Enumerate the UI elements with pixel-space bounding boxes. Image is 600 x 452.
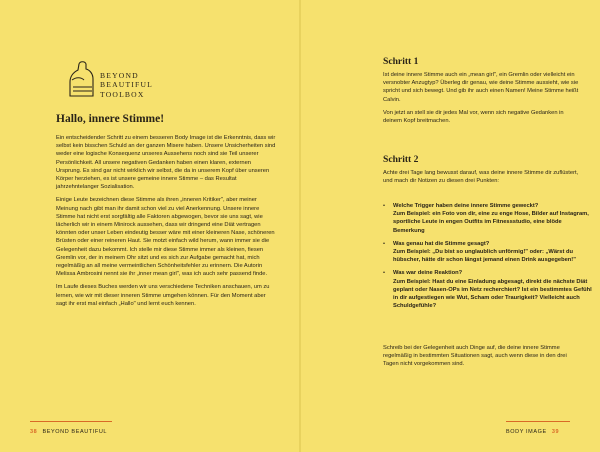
- closing-text: [383, 344, 583, 374]
- bullet-icon: •: [383, 203, 386, 209]
- list-item: [383, 269, 593, 310]
- toolbox-logo: [66, 60, 196, 106]
- step-2-intro: [383, 169, 583, 190]
- paragraph: Schreib bei der Gelegenheit auch Dinge auf, die deine innere Stimme regelmäßig in bestimmten Situationen sagt, auch wenn diese in den drei Tagen nicht vorgekommen sind.: [383, 345, 567, 368]
- paragraph: Einige Leute bezeichnen diese Stimme als ihren „inneren Kritiker", aber meiner Meinung nach gibt man ihr damit schon viel zu viel Anerkennung. Unsere innere Stimme hat nicht erst sorgfältig alle Faktoren abgewogen, bevor sie uns sagt, wie lächerlich wir in einem Minirock aussehen, dass wir dringend eine Diät vertragen könnten oder unser Leben eindeutig besser wäre mit einer kleineren Nase, schöneren Brüsten oder einer reineren Haut. Sie motzt einfach wild herum, wann immer sie die Gelegenheit dazu bekommt. Ich stelle mir diese Stimme immer als kleinen, fiesen Gremlin vor, der in meinem Ohr sitzt und es sich zur Aufgabe gemacht hat, mich regelmäßig an all meine vermeintlichen Schönheitsfehler zu erinnern. Die Autorin Melissa Ambrosini nennt sie ihr „inner mean girl", was ich auch sehr passend finde.: [56, 197, 275, 278]
- bullet-answer: Zum Beispiel: „Du bist so unglaublich unförmig!" oder: „Wärst du hübscher, hätte dir schon längst jemand einen Drink ausgegeben!": [393, 249, 576, 264]
- step-1-heading: Schritt 1: [383, 56, 419, 67]
- list-item: [383, 240, 593, 265]
- bullet-question: Welche Trigger haben deine innere Stimme geweckt?: [393, 203, 539, 209]
- footer-rule: [506, 421, 570, 422]
- list-item: [383, 202, 593, 235]
- bullet-answer: Zum Beispiel: ein Foto von dir, eine zu enge Hose, Bilder auf Instagram, sportliche Leute in engen Outfits im Fitnessstudio, eine blöde Bemerkung: [393, 211, 589, 234]
- bullet-icon: •: [383, 270, 386, 277]
- paragraph: Ein entscheidender Schritt zu einem besseren Body Image ist die Erkenntnis, dass wir selbst kein bisschen Schuld an der ganzen Misere haben. Unsere Unsicherheiten sind weder eine logische Konsequenz unseres Aussehens noch sind sie Teil unserer Persönlichkeit. All unsere negativen Gedanken haben einen klaren, externen Ursprung. Es sind gar nicht wirklich wir selbst, die da in unserem Kopf über unseren Körper herziehen, es ist unsere gemeine innere Stimme – das Resultat jahrzehntelanger Sozialisation.: [56, 135, 276, 191]
- page-number: 39: [551, 429, 560, 435]
- footer-rule: [30, 421, 112, 422]
- paragraph: Achte drei Tage lang bewusst darauf, was deine innere Stimme dir zuflüstert, und mach dir Notizen zu diesen drei Punkten:: [383, 170, 579, 185]
- logo-line-1: BEYOND: [100, 71, 139, 80]
- paragraph: Im Laufe dieses Buches werden wir uns verschiedene Techniken anschauen, um zu lernen, wie wir mit dieser inneren Stimme umgehen können. Für den Moment aber sagt ihr erst mal einfach „Hallo" und lernt euch kennen.: [56, 284, 270, 307]
- bullet-list: [383, 202, 593, 315]
- flexed-arm-icon: [66, 60, 96, 100]
- right-page: [300, 0, 600, 452]
- left-body: [56, 134, 276, 313]
- step-1-body: [383, 71, 583, 130]
- logo-line-2: BEAUTIFUL: [100, 80, 153, 90]
- paragraph: Von jetzt an stell sie dir jedes Mal vor, wenn sich negative Gedanken in deinem Kopf breitmachen.: [383, 109, 564, 125]
- bullet-question: Was genau hat die Stimme gesagt?: [393, 240, 490, 247]
- logo-line-3: TOOLBOX: [100, 89, 145, 99]
- running-title: BODY IMAGE: [506, 429, 547, 435]
- left-footer: [30, 429, 107, 435]
- section-title: Hallo, innere Stimme!: [56, 113, 165, 125]
- bullet-icon: •: [383, 240, 386, 247]
- paragraph: Ist deine innere Stimme auch ein „mean girl", ein Gremlin oder vielleicht ein versnobter Anzugtyp? Überleg dir genau, wie deine Stimme aussieht, wie sie spricht und sich bewegt. Und gib ihr auch einen Namen! Meine Stimme heißt Calvin.: [383, 72, 579, 103]
- bullet-answer: Zum Beispiel: Hast du eine Einladung abgesagt, direkt die nächste Diät geplant oder Nasen-OPs im Netz recherchiert? Ist ein bestimmtes Gefühl in dir aufgestiegen wie Wut, Scham oder Traurigkeit? Vielleicht auch Schuldgefühle?: [393, 278, 592, 310]
- running-title: BEYOND BEAUTIFUL: [42, 429, 108, 435]
- step-2-heading: Schritt 2: [383, 154, 419, 165]
- bullet-question: Was war deine Reaktion?: [393, 270, 463, 277]
- page-number: 38: [30, 429, 38, 435]
- right-footer: [506, 429, 559, 435]
